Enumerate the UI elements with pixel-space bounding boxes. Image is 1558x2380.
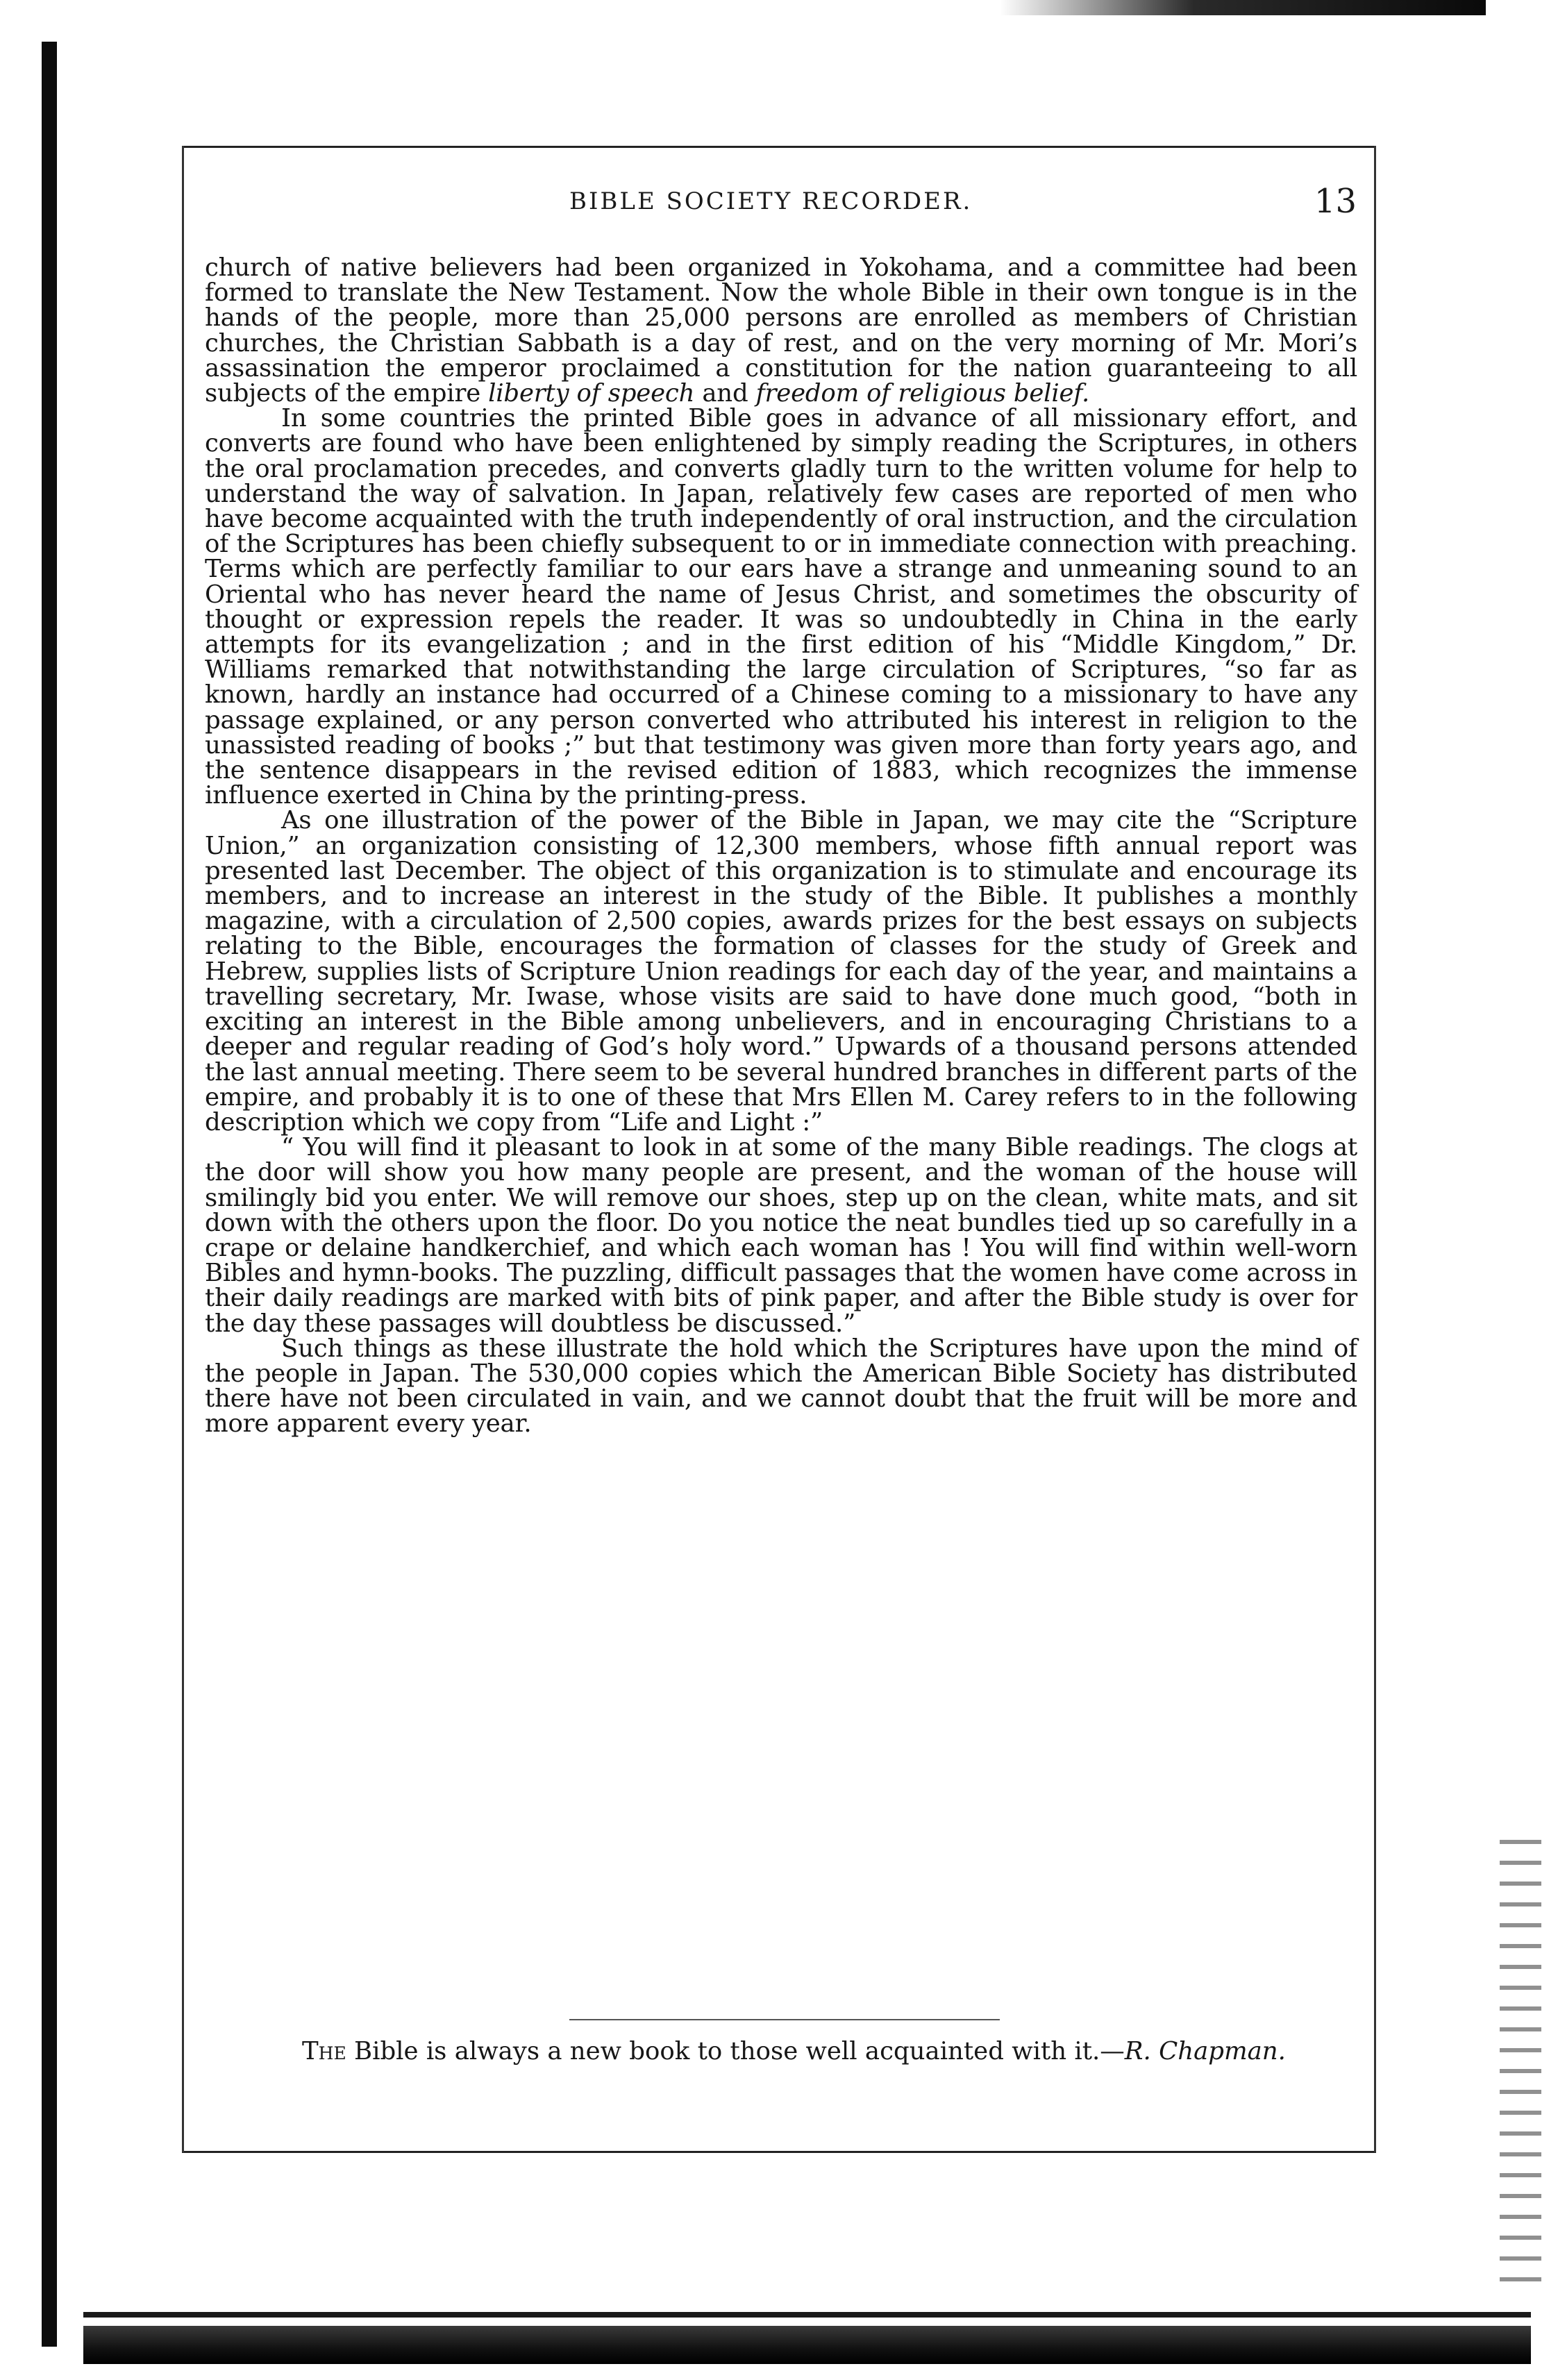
- scan-edge-bottom: [83, 2326, 1531, 2364]
- paragraph-3: As one illustration of the power of the Bible in Japan, we may cite the “Scripture Union,” an organization consisting of 12,300 members, whose fifth annual report was presented last December. The object of this organization is to stimulate and encourage its members, and to increase an interest in the study of the Bible. It publishes a monthly magazine, with a circulation of 2,500 copies, awards prizes for the best essays on subjects relating to the Bible, encourages the formation of classes for the study of Greek and Hebrew, supplies lists of Scripture Union readings for each day of the year, and maintains a travelling secretary, Mr. Iwase, whose visits are said to have done much good, “both in exciting an interest in the Bible among unbelievers, and in encouraging Christians to a deeper and regular reading of God’s holy word.” Upwards of a thousand persons attended the last annual meeting. There seem to be several hundred branches in different parts of the empire, and probably it is to one of these that Mrs Ellen M. Carey refers to in the following description which we copy from “Life and Light :”: [205, 806, 1357, 1137]
- scan-edge-top: [1000, 0, 1486, 15]
- frame-left-rule: [182, 146, 184, 2152]
- running-head: [201, 182, 1361, 231]
- closing-quote-attribution: R. Chapman.: [1124, 2037, 1286, 2065]
- page-number: 13: [1314, 182, 1357, 221]
- scan-edge-left: [42, 42, 57, 2347]
- separator-rule: [569, 2019, 1000, 2020]
- closing-quote-text: [205, 2038, 1357, 2065]
- paragraph-2: In some countries the printed Bible goes in advance of all missionary effort, and converts are found who have been enlightened by simply reading the Scriptures, in others the oral proclamation precedes, and converts gladly turn to the written volume for help to understand the way of salvation. In Japan, relatively few cases are reported of men who have become acquainted with the truth independently of oral instruction, and the circulation of the Scriptures has been chiefly subsequent to or in immediate connection with preaching. Terms which are perfectly familiar to our ears have a strange and unmeaning sound to an Oriental who has never heard the name of Jesus Christ, and sometimes the obscurity of thought or expression repels the reader. It was so undoubtedly in China in the early attempts for its evangelization ; and in the first edition of his “Middle Kingdom,” Dr. Williams remarked that notwithstanding the large circulation of Scriptures, “so far as known, hardly an instance had occurred of a Chinese coming to a missionary to have any passage explained, or any person converted who attributed his interest in religion to the unassisted reading of books ;” but that testimony was given more than forty years ago, and the sentence disappears in the revised edition of 1883, which recognizes the immense influence exerted in China by the printing-press.: [205, 404, 1357, 810]
- paragraph-5: Such things as these illustrate the hold which the Scriptures have upon the mind of the people in Japan. The 530,000 copies which the American Bible Society has distributed there have not been circulated in vain, and we cannot doubt that the fruit will be more and more apparent every year.: [205, 1334, 1357, 1439]
- scan-edge-bottom-line: [83, 2312, 1531, 2318]
- paragraph-1: [205, 255, 1357, 406]
- closing-quote: [205, 2038, 1357, 2065]
- paragraph-1-emphasis-2: freedom of religious belief.: [755, 379, 1090, 408]
- closing-quote-body: Bible is always a new book to those well acquainted with it.—: [346, 2037, 1125, 2065]
- running-title: BIBLE SOCIETY RECORDER.: [569, 187, 973, 215]
- paragraph-1-text: church of native believers had been organized in Yokohama, and a committee had been formed to translate the New Testament. Now the whole Bible in their own tongue is in the hands of the people, more than 25,000 persons are enrolled as members of Christian churches, the Christian Sabbath is a day of rest, and on the very morning of Mr. Mori’s assassination the emperor proclaimed a constitution for the nation guaranteeing to all subjects of the empire: [205, 253, 1357, 408]
- closing-quote-lead: The: [302, 2037, 346, 2065]
- scan-margin-marks: [1500, 1840, 1541, 2291]
- paragraph-4: “ You will find it pleasant to look in at some of the many Bible readings. The clogs at the door will show you how many people are present, and the woman of the house will smilingly bid you enter. We will remove our shoes, step up on the clean, white mats, and sit down with the others upon the floor. Do you notice the neat bundles tied up so carefully in a crape or delaine handkerchief, and which each woman has ! You will find within well-worn Bibles and hymn-books. The puzzling, difficult passages that the women have come across in their daily readings are marked with bits of pink paper, and after the Bible study is over for the day these passages will doubtless be discussed.”: [205, 1133, 1357, 1338]
- paragraph-1-emphasis-1: liberty of speech: [488, 379, 695, 408]
- frame-top-rule: [182, 146, 1376, 148]
- paragraph-1-and: and: [694, 379, 756, 408]
- frame-bottom-rule: [182, 2151, 1376, 2153]
- frame-right-rule: [1374, 146, 1376, 2152]
- article-body: [205, 255, 1357, 1437]
